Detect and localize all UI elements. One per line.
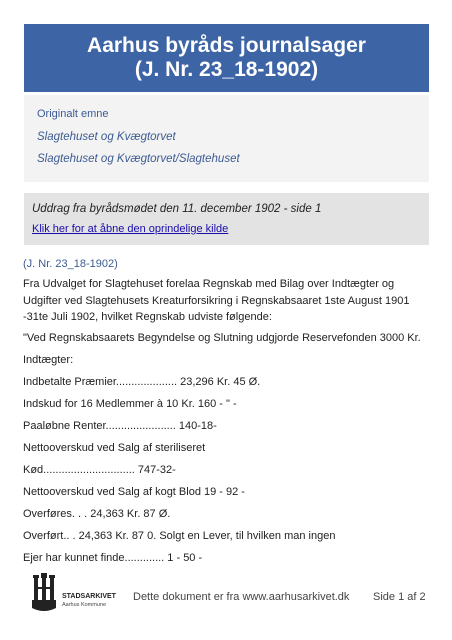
body-paragraph: "Ved Regnskabsaarets Begyndelse og Slutning udgjorde Reservefonden 3000 Kr. [23, 332, 421, 344]
body-paragraph: Overføres. . . 24,363 Kr. 87 Ø. [23, 508, 171, 520]
body-paragraph: Nettooverskud ved Salg af kogt Blod 19 - 92 - [23, 486, 245, 498]
header-title-line-1: Aarhus byråds journalsager [87, 34, 366, 57]
excerpt-box [24, 193, 429, 245]
body-paragraph: Indtægter: [23, 354, 74, 366]
original-topic-item: Slagtehuset og Kvægtorvet/Slagtehuset [37, 153, 240, 165]
body-paragraph: Paaløbne Renter....................... 140-18- [23, 420, 217, 432]
journal-reference: (J. Nr. 23_18-1902) [23, 258, 118, 270]
body-paragraph: Ejer har kunnet finde............. 1 - 50 - [23, 552, 203, 564]
original-topic-item: Slagtehuset og Kvægtorvet [37, 131, 176, 143]
footer-source-text: Dette dokument er fra www.aarhusarkivet.dk [133, 591, 350, 603]
header-title-line-2: (J. Nr. 23_18-1902) [134, 58, 319, 81]
footer-page-number: Side 1 af 2 [373, 591, 426, 603]
original-topic-label: Originalt emne [37, 108, 109, 120]
body-paragraph: Kød.............................. 747-32- [23, 464, 176, 476]
body-paragraph: Overført.. . 24,363 Kr. 87 0. Solgt en Lever, til hvilken man ingen [23, 530, 336, 542]
page-header [24, 24, 429, 92]
body-paragraph: Fra Udvalget for Slagtehuset forelaa Regnskab med Bilag over Indtægter og Udgifter ved Slagtehusets Kreaturforsikring i Regnskabsaaret 1ste August 1901 -31te Juli 1902, hvilket Regnskab udviste følgende: [23, 278, 410, 323]
open-source-link[interactable]: Klik her for at åbne den oprindelige kilde [32, 223, 229, 235]
city-seal-icon [28, 570, 128, 614]
excerpt-title: Uddrag fra byrådsmødet den 11. december 1902 - side 1 [32, 203, 322, 215]
logo-text-line-1: STADSARKIVET [62, 593, 116, 600]
original-topic-box [24, 95, 429, 182]
stadsarkivet-logo [28, 570, 128, 614]
body-paragraph: Nettooverskud ved Salg af steriliseret [23, 442, 206, 454]
body-paragraph: Indbetalte Præmier.................... 23,296 Kr. 45 Ø. [23, 376, 261, 388]
body-paragraph: Indskud for 16 Medlemmer à 10 Kr. 160 - " - [23, 398, 237, 410]
logo-text-line-2: Aarhus Kommune [62, 602, 107, 608]
